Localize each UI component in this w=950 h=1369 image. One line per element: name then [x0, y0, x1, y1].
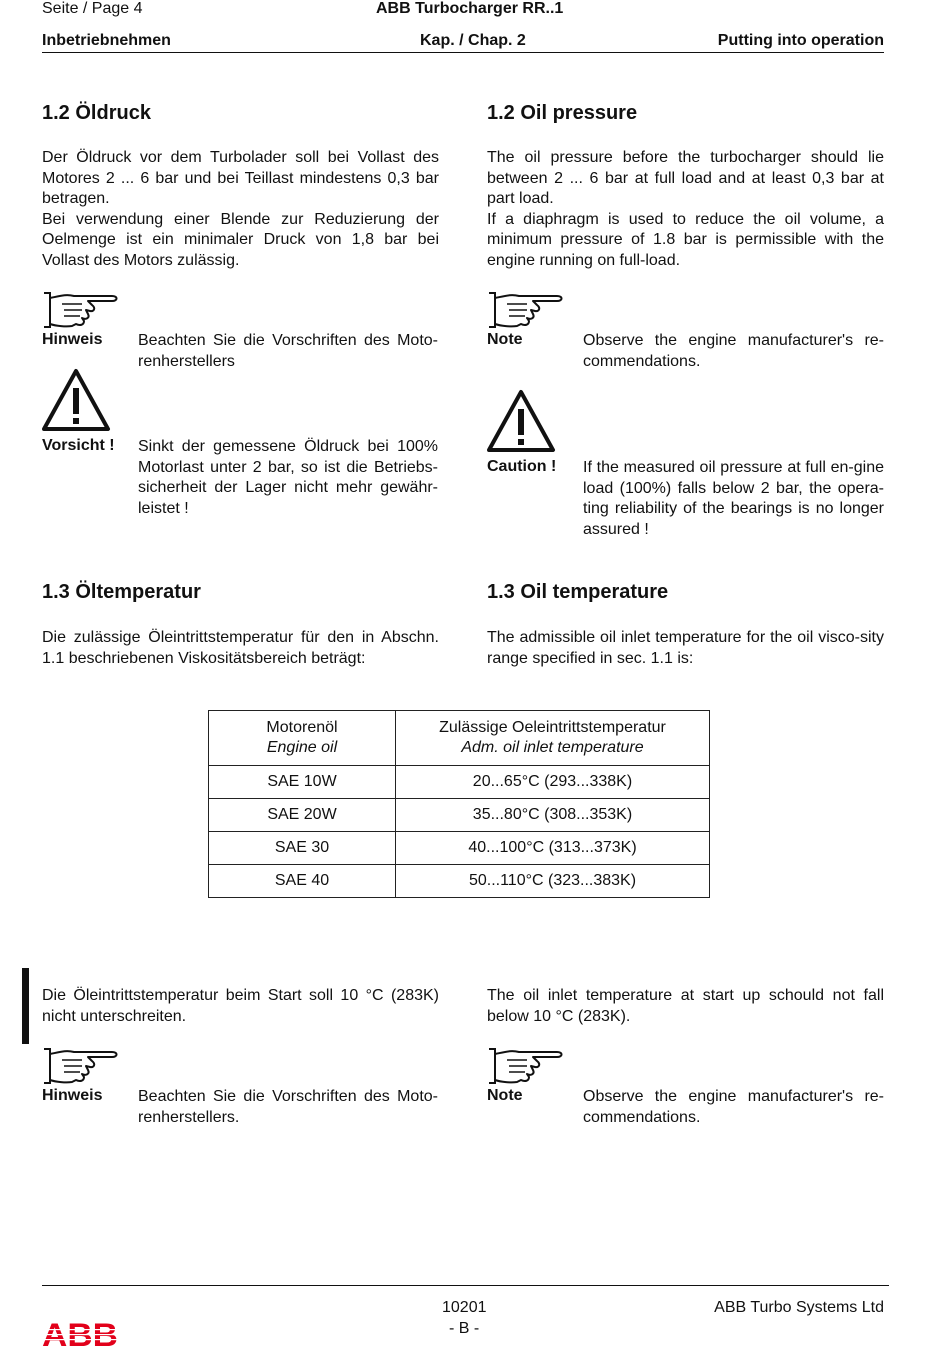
header-rule: [42, 52, 884, 53]
heading-oil-pressure-de: 1.2 Öldruck: [42, 102, 151, 124]
heading-oil-temperature-de: 1.3 Öltemperatur: [42, 581, 201, 603]
abb-logo: [42, 1320, 118, 1348]
oil-pressure-text-de: [42, 148, 439, 271]
table-row: [209, 832, 710, 865]
oil-type-cell: SAE 20W: [209, 799, 396, 832]
document-title: ABB Turbocharger RR..1: [376, 0, 564, 17]
footer-rule: [42, 1285, 889, 1286]
oil-pressure-text-en: [487, 148, 884, 271]
table-header-col2-de: Zulässige Oeleintrittstemperatur: [439, 718, 666, 736]
page-label: Seite / Page 4: [42, 0, 143, 17]
table-header-engine-oil: [209, 711, 396, 766]
temperature-cell: 20...65°C (293...338K): [396, 766, 710, 799]
change-marker-bar: [22, 968, 29, 1044]
section-title-en: Putting into operation: [717, 32, 884, 49]
table-header-row: [209, 711, 710, 766]
pointing-hand-icon: [487, 1046, 565, 1086]
note-text-en: Observe the engine manufacturer's re-commendations.: [583, 332, 884, 370]
oil-pressure-para-de-1: Der Öldruck vor dem Turbolader soll bei Vollast des Motores 2 ... 6 bar und bei Teillast mindestens 0,3 bar betragen.: [42, 149, 439, 207]
caution-text-en: If the measured oil pressure at full en-gine load (100%) falls below 2 bar, the opera-ting reliability of the bearings is no longer assured !: [583, 459, 884, 538]
oil-pressure-para-de-2: Bei verwendung einer Blende zur Reduzierung der Oelmenge ist ein minimaler Druck von 1,8 bar bei Vollast des Motors zulässig.: [42, 210, 439, 269]
table-row: [209, 865, 710, 898]
oil-temperature-table: [208, 710, 710, 898]
note-label-de: Hinweis: [42, 1087, 103, 1104]
company-name: ABB Turbo Systems Ltd: [714, 1299, 884, 1316]
table-header-col2-en: Adm. oil inlet temperature: [461, 739, 644, 756]
table-row: [209, 766, 710, 799]
temperature-cell: 35...80°C (308...353K): [396, 799, 710, 832]
oil-pressure-para-en-2: If a diaphragm is used to reduce the oil volume, a minimum pressure of 1.8 bar is permissible with the engine running on full-load.: [487, 210, 884, 269]
table-header-inlet-temperature: [396, 711, 710, 766]
temperature-cell: 40...100°C (313...373K): [396, 832, 710, 865]
note-label-en: Note: [487, 1087, 523, 1104]
table-row: [209, 799, 710, 832]
oil-type-cell: SAE 40: [209, 865, 396, 898]
heading-oil-temperature-en: 1.3 Oil temperature: [487, 581, 669, 603]
page-letter: - B -: [449, 1320, 480, 1337]
temperature-cell: 50...110°C (323...383K): [396, 865, 710, 898]
pointing-hand-icon: [42, 1046, 120, 1086]
note-text-de: Beachten Sie die Vorschriften des Moto-renherstellers.: [138, 1088, 438, 1126]
start-temperature-text-en: The oil inlet temperature at start up schould not fall below 10 °C (283K).: [487, 987, 884, 1025]
warning-triangle-icon: [486, 389, 556, 453]
oil-type-cell: SAE 10W: [209, 766, 396, 799]
note-label-en: Note: [487, 331, 523, 348]
pointing-hand-icon: [487, 290, 565, 330]
oil-type-cell: SAE 30: [209, 832, 396, 865]
oil-pressure-para-en-1: The oil pressure before the turbocharger should lie between 2 ... 6 bar at full load and at least 0,3 bar at part load.: [487, 149, 884, 207]
note-label-de: Hinweis: [42, 331, 103, 348]
note-text-de: Beachten Sie die Vorschriften des Moto-renherstellers: [138, 332, 438, 370]
start-temperature-text-de: Die Öleintrittstemperatur beim Start soll 10 °C (283K) nicht unterschreiten.: [42, 987, 439, 1025]
note-text-en: Observe the engine manufacturer's re-commendations.: [583, 1088, 884, 1126]
oil-temperature-text-de: Die zulässige Öleintrittstemperatur für den in Abschn. 1.1 beschriebenen Viskositätsbereich beträgt:: [42, 629, 439, 667]
caution-label-en: Caution !: [487, 458, 557, 475]
caution-text-de: Sinkt der gemessene Öldruck bei 100% Motorlast unter 2 bar, so ist die Betriebs-sicherheit der Lager nicht mehr gewähr-leistet !: [138, 438, 438, 517]
document-number: 10201: [442, 1299, 487, 1316]
table-header-col1-de: Motorenöl: [266, 718, 338, 736]
section-title-de: Inbetriebnehmen: [42, 32, 171, 49]
caution-label-de: Vorsicht !: [42, 437, 115, 454]
warning-triangle-icon: [41, 368, 111, 432]
heading-oil-pressure-en: 1.2 Oil pressure: [487, 102, 638, 124]
chapter-label: Kap. / Chap. 2: [420, 32, 526, 49]
pointing-hand-icon: [42, 290, 120, 330]
oil-temperature-text-en: The admissible oil inlet temperature for the oil visco-sity range specified in sec. 1.1 is:: [487, 629, 884, 667]
table-header-col1-en: Engine oil: [266, 739, 338, 756]
